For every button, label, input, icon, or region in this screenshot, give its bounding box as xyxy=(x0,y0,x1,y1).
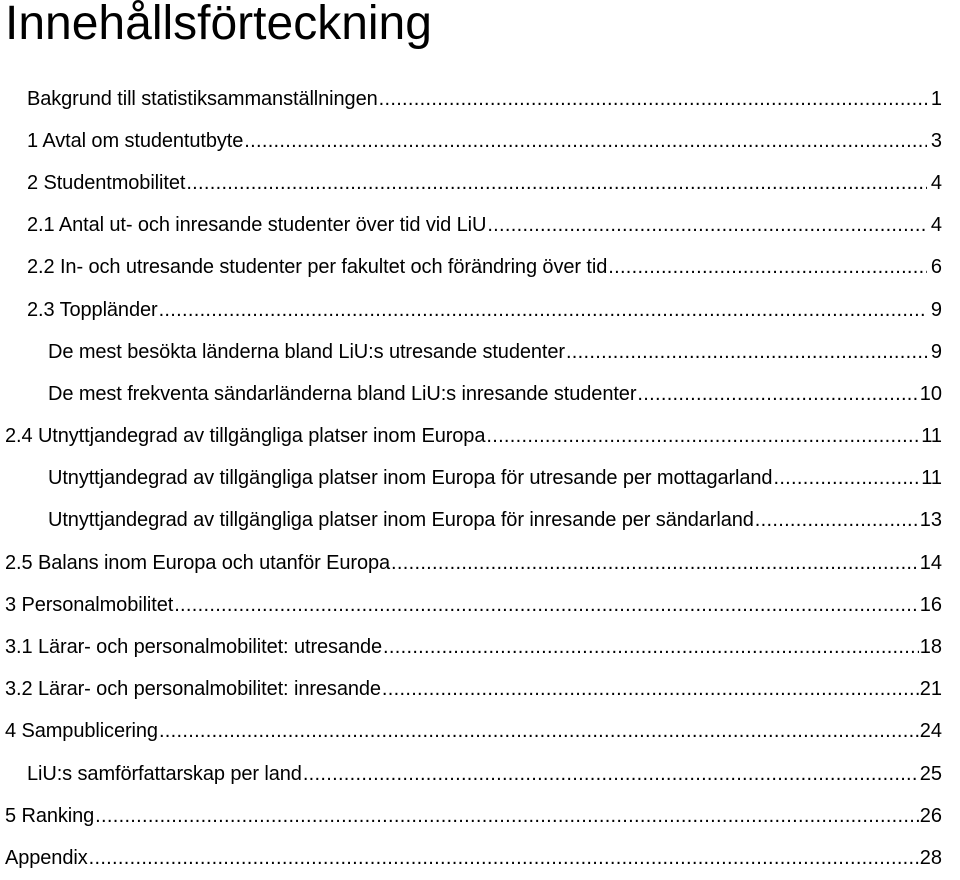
toc-entry-title[interactable]: 2 Studentmobilitet xyxy=(27,171,186,194)
toc-entry-page-number[interactable]: 9 xyxy=(930,340,942,363)
dot-leader xyxy=(159,299,927,322)
toc-entry-page-number[interactable]: 14 xyxy=(919,551,942,574)
toc-entry-page-number[interactable]: 3 xyxy=(930,129,942,152)
table-of-contents xyxy=(0,78,960,880)
toc-entry-title[interactable]: 2.5 Balans inom Europa och utanför Europa xyxy=(5,551,391,574)
dot-leader xyxy=(379,88,927,111)
toc-entry[interactable] xyxy=(0,542,960,584)
dot-leader xyxy=(186,172,927,195)
toc-entry[interactable] xyxy=(0,584,960,626)
toc-entry-title[interactable]: 2.2 In- och utresande studenter per fakultet och förändring över tid xyxy=(27,256,608,279)
dot-leader xyxy=(159,720,919,743)
toc-entry[interactable] xyxy=(0,331,960,373)
toc-entry-page-number[interactable]: 9 xyxy=(930,298,942,321)
dot-leader xyxy=(244,130,927,153)
dot-leader xyxy=(486,425,920,448)
toc-entry-page-number[interactable]: 16 xyxy=(919,593,942,616)
toc-entry-page-number[interactable]: 11 xyxy=(921,425,942,448)
toc-entry[interactable] xyxy=(0,669,960,711)
toc-entry-page-number[interactable]: 4 xyxy=(930,214,942,237)
toc-entry-page-number[interactable]: 6 xyxy=(930,256,942,279)
toc-entry-title[interactable]: Utnyttjandegrad av tillgängliga platser inom Europa för utresande per mottagarland xyxy=(48,467,773,490)
toc-entry[interactable] xyxy=(0,289,960,331)
toc-entry-title[interactable]: De mest besökta länderna bland LiU:s utresande studenter xyxy=(48,340,565,363)
dot-leader xyxy=(95,805,919,828)
toc-entry-page-number[interactable]: 1 xyxy=(930,87,942,110)
toc-entry-title[interactable]: Utnyttjandegrad av tillgängliga platser inom Europa för inresande per sändarland xyxy=(48,509,754,532)
toc-entry-page-number[interactable]: 4 xyxy=(930,171,942,194)
toc-entry-title[interactable]: 2.1 Antal ut- och inresande studenter över tid vid LiU xyxy=(27,214,487,237)
toc-entry-title[interactable]: Bakgrund till statistiksammanställningen xyxy=(27,87,378,110)
dot-leader xyxy=(391,552,919,575)
toc-entry-title[interactable]: 5 Ranking xyxy=(5,804,95,827)
dot-leader xyxy=(608,256,927,279)
toc-entry[interactable] xyxy=(0,162,960,204)
toc-entry[interactable] xyxy=(0,837,960,879)
toc-entry-title[interactable]: 4 Sampublicering xyxy=(5,720,158,743)
toc-entry-page-number[interactable]: 24 xyxy=(919,720,942,743)
toc-entry[interactable] xyxy=(0,416,960,458)
dot-leader xyxy=(755,509,919,532)
toc-entry-page-number[interactable]: 25 xyxy=(919,762,942,785)
toc-entry-page-number[interactable]: 21 xyxy=(919,678,942,701)
toc-entry[interactable] xyxy=(0,247,960,289)
toc-entry[interactable] xyxy=(0,458,960,500)
toc-entry-title[interactable]: Appendix xyxy=(5,846,88,869)
toc-entry-title[interactable]: 3 Personalmobilitet xyxy=(5,593,174,616)
toc-entry[interactable] xyxy=(0,373,960,415)
dot-leader xyxy=(566,341,927,364)
toc-entry-title[interactable]: 1 Avtal om studentutbyte xyxy=(27,129,244,152)
dot-leader xyxy=(637,383,918,406)
dot-leader xyxy=(303,763,919,786)
dot-leader xyxy=(174,594,919,617)
toc-entry-title[interactable]: 2.3 Toppländer xyxy=(27,298,158,321)
toc-entry[interactable] xyxy=(0,626,960,668)
toc-entry-title[interactable]: 3.2 Lärar- och personalmobilitet: inresande xyxy=(5,678,381,701)
toc-entry-page-number[interactable]: 10 xyxy=(919,382,942,405)
toc-entry[interactable] xyxy=(0,500,960,542)
toc-entry-title[interactable]: De mest frekventa sändarländerna bland LiU:s inresande studenter xyxy=(48,382,637,405)
toc-entry-title[interactable]: LiU:s samförfattarskap per land xyxy=(27,762,302,785)
toc-entry[interactable] xyxy=(0,205,960,247)
dot-leader xyxy=(382,678,919,701)
toc-entry-page-number[interactable]: 26 xyxy=(919,804,942,827)
toc-entry-page-number[interactable]: 13 xyxy=(919,509,942,532)
dot-leader xyxy=(773,467,920,490)
toc-entry[interactable] xyxy=(0,711,960,753)
toc-entry-page-number[interactable]: 18 xyxy=(919,636,942,659)
toc-entry[interactable] xyxy=(0,78,960,120)
toc-entry[interactable] xyxy=(0,753,960,795)
toc-entry-title[interactable]: 3.1 Lärar- och personalmobilitet: utresande xyxy=(5,636,383,659)
toc-entry[interactable] xyxy=(0,795,960,837)
page-title: Innehållsförteckning xyxy=(5,0,432,50)
toc-entry-page-number[interactable]: 28 xyxy=(919,846,942,869)
dot-leader xyxy=(89,847,919,870)
dot-leader xyxy=(383,636,919,659)
toc-entry[interactable] xyxy=(0,120,960,162)
dot-leader xyxy=(487,214,927,237)
toc-entry-title[interactable]: 2.4 Utnyttjandegrad av tillgängliga platser inom Europa xyxy=(5,425,486,448)
toc-entry-page-number[interactable]: 11 xyxy=(921,467,942,490)
